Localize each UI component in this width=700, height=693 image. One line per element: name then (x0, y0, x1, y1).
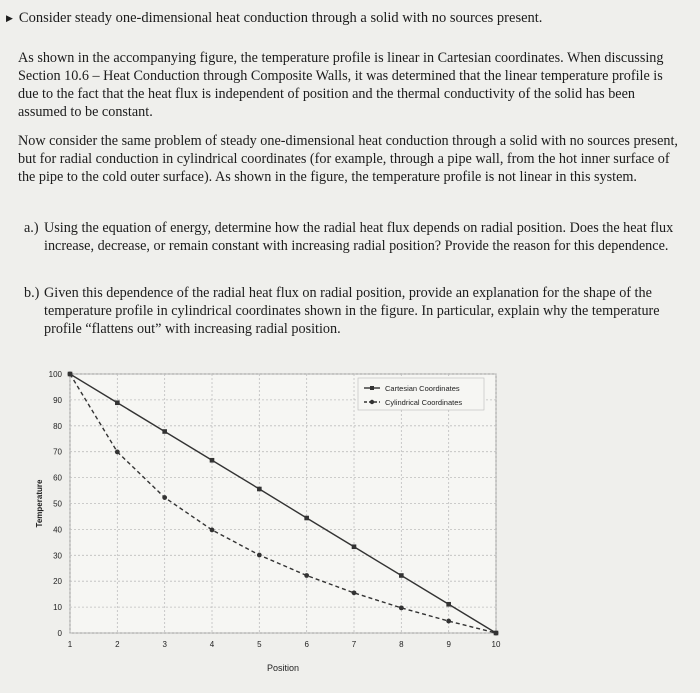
y-tick-label: 10 (53, 603, 62, 613)
paragraph-cartesian: As shown in the accompanying figure, the temperature profile is linear in Cartesian coordinates. When discussing Section 10.6 – Heat Conduction through Composite Walls, it was determined that the linear temperature profile is due to the fact that the heat flux is independent of position and the thermal conductivity of the solid has been assumed to be constant. (18, 50, 664, 120)
cartesian-point (210, 458, 215, 463)
cylindrical-point (257, 553, 262, 558)
cartesian-point (446, 602, 451, 607)
intro-line (6, 10, 542, 27)
part-b-text: Given this dependence of the radial heat flux on radial position, provide an explanation for the shape of the temperature profile in cylindrical coordinates shown in the figure. In particular, explain why the temperature profile “flattens out” with increasing radial position. (44, 285, 660, 337)
cartesian-point (115, 400, 120, 405)
cylindrical-point (494, 631, 499, 636)
y-tick-label: 60 (53, 473, 62, 483)
chart-container (0, 360, 700, 688)
y-tick-label: 90 (53, 395, 62, 405)
y-tick-label: 100 (48, 370, 62, 379)
y-tick-label: 20 (53, 577, 62, 587)
x-axis-label: Position (266, 663, 300, 673)
cartesian-point (304, 516, 309, 521)
y-tick-label: 40 (53, 525, 62, 535)
part-b-label: b.) (24, 285, 40, 301)
cylindrical-point (162, 495, 167, 500)
temperature-position-chart (0, 360, 700, 688)
x-tick-label: 2 (115, 640, 120, 649)
cylindrical-point (304, 573, 309, 578)
cartesian-point (257, 487, 262, 492)
paragraph-cylindrical: Now consider the same problem of steady one-dimensional heat conduction through a solid with no sources present, but for radial conduction in cylindrical coordinates (for example, through a pipe wall, from the hot inner surface of the pipe to the cold outer surface). As shown in the figure, the temperature profile is not linear in this system. (18, 133, 678, 185)
y-tick-label: 0 (57, 629, 62, 638)
legend-entry: Cylindrical Coordinates (385, 398, 463, 407)
cylindrical-point (68, 372, 73, 377)
cylindrical-point (446, 619, 451, 624)
cartesian-point (399, 573, 404, 578)
cylindrical-point (210, 528, 215, 533)
intro-text: Consider steady one-dimensional heat conduction through a solid with no sources present. (18, 10, 543, 26)
part-a (24, 219, 674, 255)
legend-swatch-marker (370, 400, 374, 404)
part-b (24, 284, 674, 338)
cylindrical-point (115, 450, 120, 455)
cylindrical-point (399, 605, 404, 610)
y-axis-label: Temperature (35, 479, 44, 528)
cartesian-point (352, 544, 357, 549)
part-a-label: a.) (24, 220, 39, 236)
x-tick-label: 6 (304, 640, 309, 649)
bullet-icon: ▶ (6, 13, 13, 23)
part-a-text: Using the equation of energy, determine how the radial heat flux depends on radial position. Does the heat flux increase, decrease, or remain constant with increasing radial position? Provide the reason for this dependence. (44, 220, 674, 254)
x-tick-label: 10 (491, 640, 501, 649)
x-tick-label: 5 (257, 640, 262, 649)
x-tick-label: 9 (446, 640, 451, 649)
x-tick-label: 1 (67, 640, 73, 649)
legend-entry: Cartesian Coordinates (385, 384, 460, 393)
cylindrical-point (352, 590, 357, 595)
y-tick-label: 50 (53, 499, 62, 509)
cartesian-point (162, 429, 167, 434)
x-tick-label: 4 (209, 640, 215, 649)
y-tick-label: 70 (53, 447, 62, 457)
y-tick-label: 80 (53, 421, 62, 431)
x-tick-label: 7 (351, 640, 357, 649)
x-tick-label: 8 (399, 640, 404, 649)
x-tick-label: 3 (162, 640, 167, 649)
y-tick-label: 30 (53, 551, 62, 561)
legend-swatch-marker (370, 386, 374, 390)
